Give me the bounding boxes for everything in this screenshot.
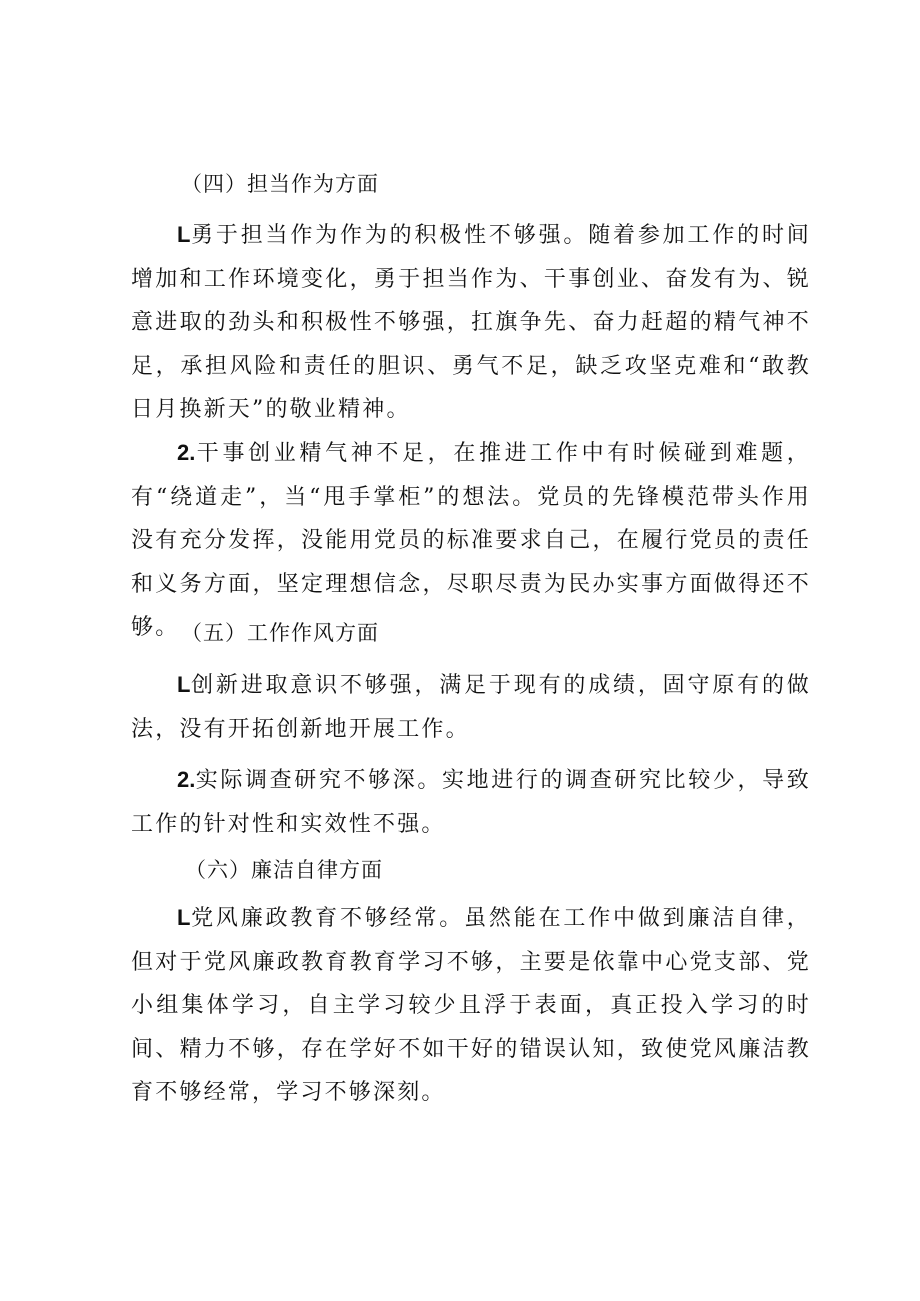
item-number: 2.: [177, 440, 196, 465]
section-heading-4: （四）担当作为方面: [181, 172, 379, 196]
item-text: 党风廉政教育不够经常。虽然能在工作中做到廉洁自律，但对于党风廉政教育教育学习不够，主要是依靠中心党支部、党小组集体学习，自主学习较少且浮于表面，真正投入学习的时间、精力不够，存在学好不如干好的错误认知，致使党风廉洁教育不够经常，学习不够深刻。: [131, 906, 811, 1105]
item-number: L: [177, 222, 191, 247]
item-text: 创新进取意识不够强，满足于现有的成绩，固守原有的做法，没有开拓创新地开展工作。: [131, 673, 811, 742]
item-number: 2.: [177, 767, 196, 792]
section-heading-6: （六）廉洁自律方面: [185, 858, 383, 882]
paragraph-6-1: [131, 896, 811, 1115]
item-number: L: [177, 672, 191, 697]
paragraph-5-1: [131, 663, 811, 751]
paragraph-4-2: [131, 431, 811, 650]
section-heading-5: （五）工作作风方面: [181, 621, 379, 645]
item-text: 实际调查研究不够深。实地进行的调查研究比较少，导致工作的针对性和实效性不强。: [131, 768, 811, 837]
item-text: 勇于担当作为作为的积极性不够强。随着参加工作的时间增加和工作环境变化，勇于担当作为、干事创业、奋发有为、锐意进取的劲头和积极性不够强，扛旗争先、奋力赶超的精气神不足，承担风险和责任的胆识、勇气不足，缺乏攻坚克难和“敢教日月换新天”的敬业精神。: [131, 223, 811, 422]
paragraph-5-2: [131, 758, 811, 846]
paragraph-4-1: [131, 213, 811, 432]
item-number: L: [177, 905, 191, 930]
item-text: 干事创业精气神不足，在推进工作中有时候碰到难题，有“绕道走”，当“甩手掌柜”的想法。党员的先锋模范带头作用没有充分发挥，没能用党员的标准要求自己，在履行党员的责任和义务方面，坚定理想信念，尽职尽责为民办实事方面做得还不够。: [131, 441, 811, 640]
